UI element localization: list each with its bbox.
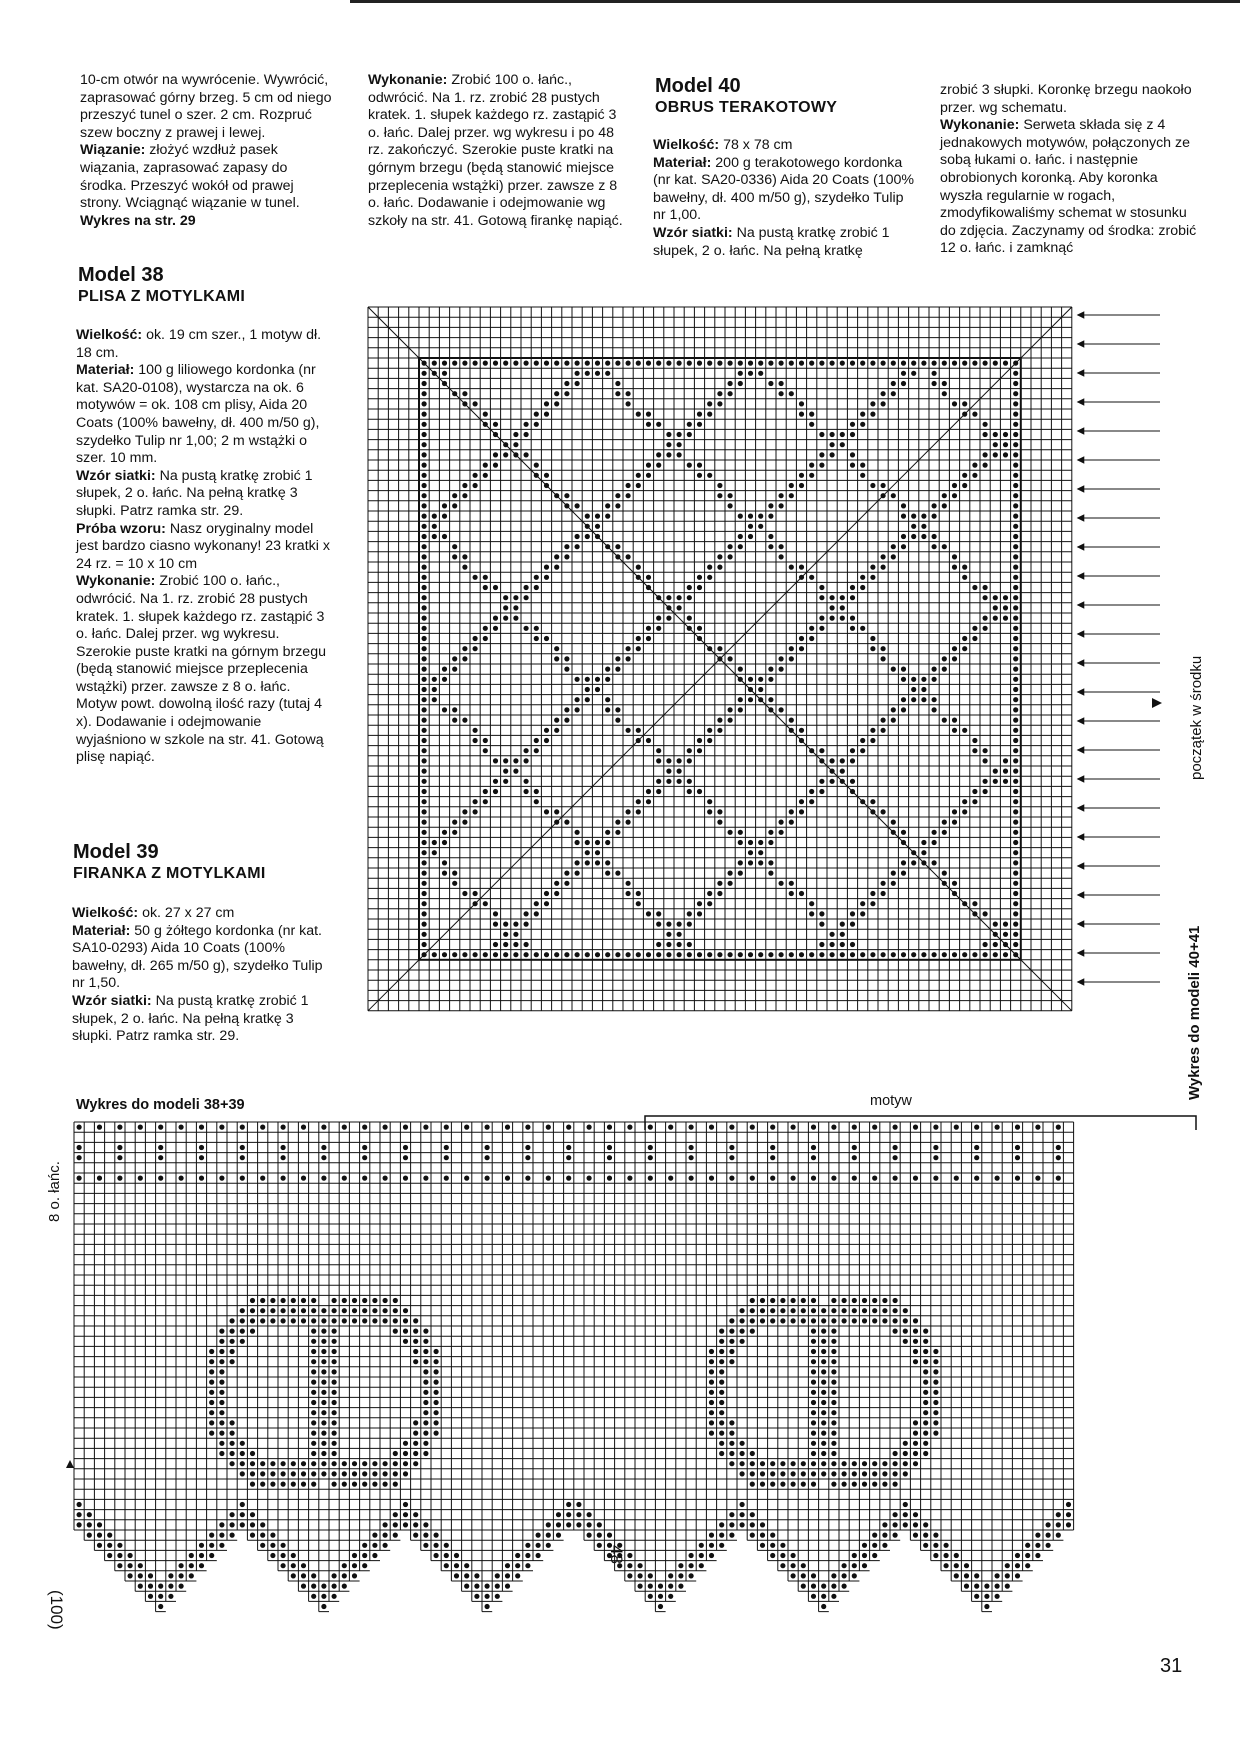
wykonanie-label: Wykonanie: [76,573,156,590]
page-number: 31 [1160,1655,1183,1677]
bottom-chart-caption: Wykres do modeli 38+39 [76,1097,245,1113]
wykonanie-value: Zrobić 100 o. łańc., odwrócić. Na 1. rz. zrobić 28 pustych kratek. 1. słupek każdego rz. zastąpić 3 o. łańc. Dalej przer. wg wykresu i po 48 rz. zakończyć. Szerokie puste kratki na górnym brzegu (będą stanowić miejsce przeplecenia wstążki) przer. zawsze z 8 o. łańc. Dodawanie i odejmowanie wg szkoły na str. 41. Gotową firankę napiąć. [368,72,623,229]
proba-value: Nasz oryginalny model jest bardzo ciasno wykonany! 23 kratki x 24 rz. = 10 x 10 cm [76,520,330,572]
proba-label: Próba wzoru: [76,520,166,537]
wykres-reference: Wykres na str. 29 [80,212,196,229]
material-value: 200 g terakotowego kordonka (nr kat. SA20-0336) Aida 20 Coats (100% bawełny, dł. 400 m/50 g), szydełko Tulip nr 1,00. [653,154,915,224]
material-value: 100 g liliowego kordonka (nr kat. SA20-0108), wystarcza na ok. 6 motywów = ok. 108 cm plisy, Aida 20 Coats (100% bawełny, dł. 400 m/50 g), szydełko Tulip nr 1,00; 2 m wstążki o szer. 10 mm. [76,362,320,467]
intro-text: 10-cm otwór na wywrócenie. Wywrócić, zaprasować górny brzeg. 5 cm od niego przeszyć tunel o szer. 2 cm. Rozpruć szew boczny z prawej i lewej. [80,72,332,141]
wykonanie-label: Wykonanie: [368,72,448,88]
model-38-number: Model 38 [78,264,164,286]
row-arrows [1078,312,1160,985]
model-40-title: OBRUS TERAKOTOWY [655,99,838,116]
material-label: Materiał: [76,362,135,379]
model-40-number: Model 40 [655,75,741,97]
wielkosc-label: Wielkość: [76,327,143,343]
wielkosc-value: 78 x 78 cm [723,137,793,153]
edging-chart-grid [74,1122,1074,1612]
wiazanie-label: Wiązanie: [80,142,146,159]
start-arrow [1152,698,1162,708]
model-39-number: Model 39 [73,841,159,863]
wzor-label: Wzór siatki: [653,224,733,241]
bottom-count: (100) [47,1590,66,1630]
motyw-label: motyw [870,1093,912,1109]
wielkosc-label: Wielkość: [653,137,720,153]
top-chart-caption: Wykres do modeli 40+41 [1186,925,1203,1100]
wzor-label: Wzór siatki: [72,992,152,1009]
model-39-title: FIRANKA Z MOTYLKAMI [73,865,266,882]
bottom-number: 48 [607,1545,626,1564]
start-label: początek w środku [1188,655,1205,780]
edging-start-arrow [66,1460,74,1468]
material-value: 50 g żółtego kordonka (nr kat. SA10-0293) Aida 10 Coats (100% bawełny, dł. 265 m/50 g), szydełko Tulip nr 1,50. [72,922,323,992]
chain-label: 8 o. łańc. [46,1161,63,1222]
material-label: Materiał: [653,154,712,171]
model-38-title: PLISA Z MOTYLKAMI [78,288,246,305]
model-40-continued: zrobić 3 słupki. Koronkę brzegu naokoło przer. wg schematu. [940,82,1192,116]
wiazanie-text: złożyć wzdłuż pasek wiązania, zaprasować zapasy do środka. Przeszyć wokół od prawej strony. Wciągnąć wiązanie w tunel. [80,142,300,212]
wzor-value: Na pustą kratkę zrobić 1 słupek, 2 o. łańc. Na pełną kratkę 3 słupki. Patrz ramka str. 29. [72,992,309,1045]
wykonanie-label: Wykonanie: [940,117,1020,134]
wzor-value: Na pustą kratkę zrobić 1 słupek, 2 o. łańc. Na pełną kratkę 3 słupki. Patrz ramka str. 29. [76,467,313,519]
wykonanie-value: Serweta składa się z 4 jednakowych motywów, połączonych ze sobą łukami o. łańc. i następnie obrobionych koronką. Aby koronka wyszła regularnie w rogach, zmodyfikowaliśmy schemat w stosunku do zdjęcia. Zaczynamy od środka: zrobić 12 o. łańc. i zamknąć [940,117,1197,257]
wielkosc-value: ok. 19 cm szer., 1 motyw dł. 18 cm. [76,327,322,361]
wzor-value: Na pustą kratkę zrobić 1 słupek, 2 o. łańc. Na pełną kratkę [653,224,890,259]
wielkosc-value: ok. 27 x 27 cm [142,905,235,921]
wielkosc-label: Wielkość: [72,905,139,921]
wzor-label: Wzór siatki: [76,467,156,484]
material-label: Materiał: [72,922,131,939]
wykonanie-value: Zrobić 100 o. łańc., odwrócić. Na 1. rz. zrobić 28 pustych kratek. 1. słupek każdego rz. zastąpić 3 o. łańc. Dalej przer. wg wykresu. Szerokie puste kratki na górnym brzegu (będą stanowić miejsce przeplecenia wstążki) przer. zawsze z 8 o. łańc. Motyw powt. dowolną ilość razy (tutaj 4 x). Dodawanie i odejmowanie wyjaśniono w szkole na str. 41. Gotową plisę napiąć. [76,573,326,766]
